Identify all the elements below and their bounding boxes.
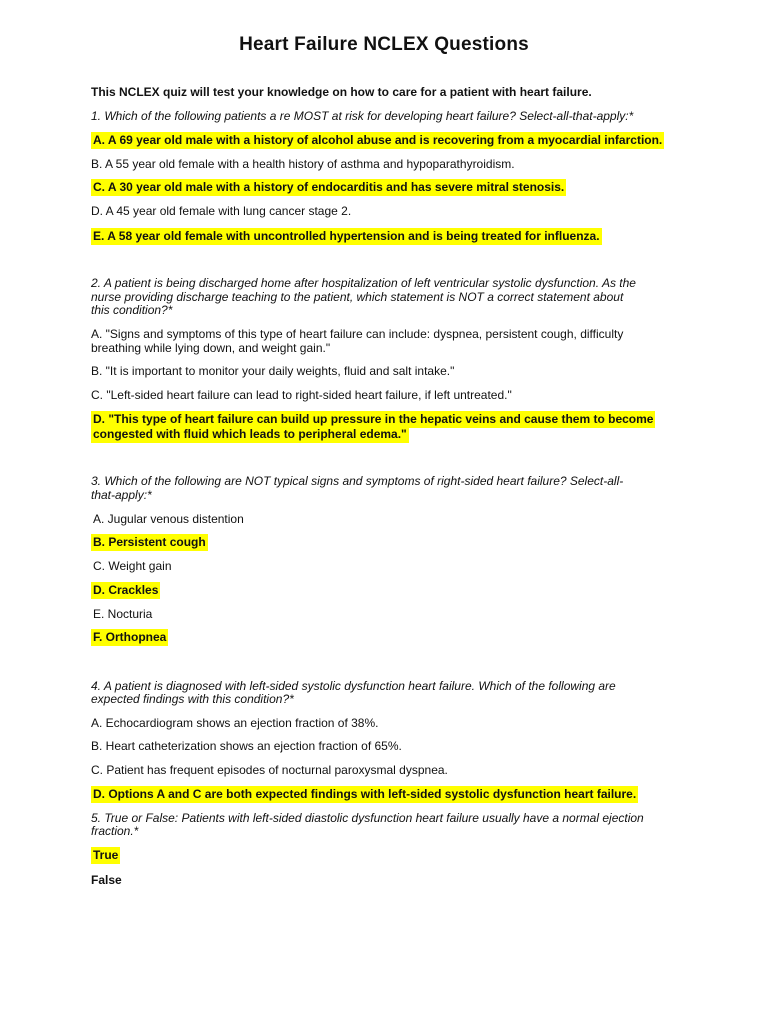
q1-option-a-text: A. A 69 year old male with a history of alcohol abuse and is recovering from a myocardial infarction. [93, 133, 663, 147]
q1-option-d: D. A 45 year old female with lung cancer stage 2. [91, 204, 352, 218]
q3-option-e: E. Nocturia [93, 607, 153, 621]
q2-option-b: B. "It is important to monitor your daily weights, fluid and salt intake." [91, 364, 455, 378]
q4-option-d-text: D. Options A and C are both expected findings with left-sided systolic dysfunction heart failure. [93, 787, 637, 801]
q1-option-e [91, 230, 602, 244]
q4-option-a: A. Echocardiogram shows an ejection fraction of 38%. [91, 716, 379, 730]
q3-option-f [91, 631, 168, 645]
q3-option-d [91, 584, 160, 598]
question-4-prompt-line-2: expected findings with this condition?* [91, 692, 294, 706]
question-4-prompt-line-1: 4. A patient is diagnosed with left-sided systolic dysfunction heart failure. Which of the following are [91, 679, 616, 693]
question-5-prompt-line-1: 5. True or False: Patients with left-sided diastolic dysfunction heart failure usually have a normal ejection [91, 811, 644, 825]
question-2-prompt-line-2: nurse providing discharge teaching to the patient, which statement is NOT a correct statement about [91, 290, 624, 304]
q2-option-d-line-1-text: D. "This type of heart failure can build up pressure in the hepatic veins and cause them to become [93, 412, 654, 426]
q2-option-d-line-2-text: congested with fluid which leads to peripheral edema." [93, 427, 407, 441]
q2-option-a-line-2: breathing while lying down, and weight gain." [91, 341, 331, 355]
q2-option-d-line-2 [91, 428, 409, 442]
question-3-prompt-line-1: 3. Which of the following are NOT typical signs and symptoms of right-sided heart failure? Select-all- [91, 474, 624, 488]
q3-option-a: A. Jugular venous distention [93, 512, 244, 526]
q1-option-b: B. A 55 year old female with a health history of asthma and hypoparathyroidism. [91, 157, 515, 171]
q1-option-a [91, 134, 664, 148]
q1-option-e-text: E. A 58 year old female with uncontrolled hypertension and is being treated for influenza. [93, 229, 600, 243]
question-3-prompt-line-2: that-apply:* [91, 488, 152, 502]
question-2-prompt-line-1: 2. A patient is being discharged home after hospitalization of left ventricular systolic dysfunction. As the [91, 276, 636, 290]
q3-option-c: C. Weight gain [93, 559, 172, 573]
q2-option-a-line-1: A. "Signs and symptoms of this type of heart failure can include: dyspnea, persistent cough, difficulty [91, 327, 624, 341]
q4-option-d [91, 788, 638, 802]
page-title: Heart Failure NCLEX Questions [239, 34, 529, 55]
q5-option-true-text: True [93, 848, 119, 862]
q4-option-b: B. Heart catheterization shows an ejection fraction of 65%. [91, 739, 402, 753]
question-5-prompt-line-2: fraction.* [91, 824, 139, 838]
q3-option-d-text: D. Crackles [93, 583, 159, 597]
q3-option-b [91, 536, 208, 550]
q5-option-false: False [91, 873, 122, 887]
q3-option-f-text: F. Orthopnea [93, 630, 167, 644]
question-2-prompt-line-3: this condition?* [91, 303, 173, 317]
question-1-prompt: 1. Which of the following patients a re MOST at risk for developing heart failure? Select-all-that-apply:* [91, 109, 634, 123]
q2-option-c: C. "Left-sided heart failure can lead to right-sided heart failure, if left untreated." [91, 388, 512, 402]
q1-option-c [91, 181, 566, 195]
intro-text: This NCLEX quiz will test your knowledge on how to care for a patient with heart failure. [91, 85, 592, 99]
q2-option-d-line-1 [91, 413, 655, 427]
q3-option-b-text: B. Persistent cough [93, 535, 206, 549]
q5-option-true [91, 849, 120, 863]
q4-option-c: C. Patient has frequent episodes of nocturnal paroxysmal dyspnea. [91, 763, 448, 777]
q1-option-c-text: C. A 30 year old male with a history of endocarditis and has severe mitral stenosis. [93, 180, 565, 194]
